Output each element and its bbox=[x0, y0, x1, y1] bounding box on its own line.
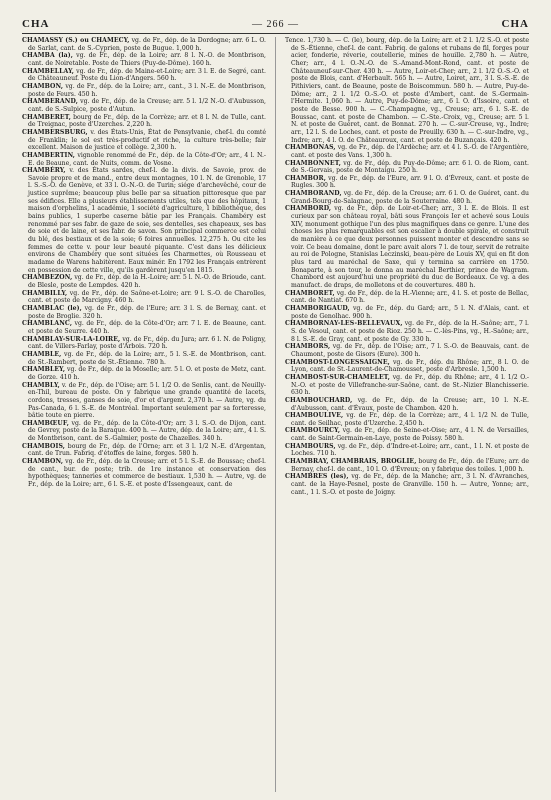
entry-text: vg. de Fr., dép. de la Creuse; arr., 10 l. N.-E. d'Aubusson, cant. d'Évaux, poste de Chambon. 420 h. bbox=[291, 396, 529, 412]
entry-headword: CHAMBORNAY-LES-BELLEVAUX, bbox=[285, 320, 403, 328]
entry-text: vg. de Fr., dép. de la H.-Loire; arr. 5 l. N.-O. de Brioude, cant. de Blesle, poste de Lempdes. 420 h. bbox=[28, 274, 266, 289]
dictionary-entry bbox=[285, 290, 529, 305]
entry-headword: CHAMBA (la), bbox=[22, 52, 73, 60]
dictionary-entry bbox=[285, 205, 529, 289]
entry-text: v. des États sardes, chef-l. de la divis. de Savoie, prov. de Savoie propre et de mand., entre deux montagnes, 10 l. N. de Grenoble, 17 l. S.-S.-O. de Genève, et 33 l. O.-N.-O. de Turin; siége d'archevêché, cour de justice suprême; beaucoup plus belle par sa situation pittoresque que par ses édifices. Elle a plusieurs établissements utiles, tels que des hôpitaux, 1 maison d'orphelins, 1 académie, 1 société d'agriculture, 1 bibliothèque, des bains publics, 1 superbe caserne bâtie par les Français. Chambéry est renommé par ses fabr. de gaze de soie, ses dentelles, ses chapeaux, ses bas de soie et de laine, et ses fabr. de savon. Son principal commerce est celui du blé, des bestiaux et de la soie; 6 foires annuelles. 12,275 h. Ou cite les femmes de cette v. pour leur beauté piquante. C'est dans les délicieux environs de Chambéry que sont situées les Charmettes, où Rousseau et madame de Warens habitèrent. Eaux minér. En 1792 les Français entrèrent en possession de cette ville, qu'ils gardèrent jusqu'en 1815. bbox=[28, 167, 266, 274]
dictionary-entry bbox=[285, 473, 529, 496]
entry-headword: CHAMBŒUF, bbox=[22, 419, 69, 427]
dictionary-entry bbox=[22, 167, 266, 274]
dictionary-entry bbox=[22, 336, 266, 351]
entry-text: v. de Fr., dép. de l'Oise; arr. 5 l. 1/2 O. de Senlis, cant. de Neuilly-en-Thil, bureau de poste. On y fabrique une grande quantité de lacets, cordons, tresses, ganses de soie, d'or et d'argent. 2,370 h. — Autre, vg. du Pas-Canada, 6 l. S.-E. de Montréal. Important seulement par sa forteresse, bâtie toute en pierre. bbox=[28, 381, 266, 420]
dictionary-entry bbox=[285, 458, 529, 473]
entry-text: vg. de Fr., dép. de la Creuse; arr. 6 l. O. de Guéret, cant. du Grand-Bourg-de-Salagnac, poste de la Souterraine. 480 h. bbox=[291, 190, 529, 205]
entry-headword: CHAMBRAY, CHAMBRAIS, BROGLIE, bbox=[285, 458, 417, 466]
entry-text: vg. de Fr., dép. de l'Eure, arr. 9 l. O. d'Évreux, cant. et poste de Rugles. 300 h. bbox=[291, 174, 529, 190]
dictionary-entry bbox=[285, 144, 529, 159]
entry-headword: CHAMBERTIN, bbox=[22, 151, 76, 159]
header-right-guideword: CHA bbox=[501, 18, 529, 30]
entry-headword: CHAMBOURS, bbox=[285, 442, 336, 450]
entry-text: vg. de Fr., dép. de l'Ardèche; arr. et 4 l. S.-O. de l'Argentière, cant. et poste des Vans. 1,300 h. bbox=[291, 144, 529, 159]
entry-text: vg. de Fr., dép. du Jura; arr. 6 l. N. de Poligny, cant. de Villers-Farlay, poste d'Arbois. 720 h. bbox=[28, 335, 266, 351]
entry-headword: CHAMBORS, bbox=[285, 343, 331, 351]
entry-headword: CHAMBON, bbox=[22, 458, 64, 466]
entry-headword: CHAMBÉRY, bbox=[22, 167, 66, 175]
dictionary-entry bbox=[22, 68, 266, 83]
dictionary-entry bbox=[22, 443, 266, 458]
right-column bbox=[285, 37, 529, 792]
entry-text: vg. de Fr., dép. de la Creuse; arr. 5 l. 1/2 N.-O. d'Aubusson, cant. de S.-Sulpice, poste d'Autun. bbox=[28, 98, 266, 113]
entry-headword: CHAMBORAND, bbox=[285, 190, 342, 198]
entry-text: vg. de Fr., dép. du Puy-de-Dôme; arr. 6 l. O. de Riom, cant. de S.-Gervais, poste de Montaigu. 250 h. bbox=[291, 159, 529, 175]
dictionary-entry bbox=[22, 83, 266, 98]
entry-text: vg. de Fr., dép. de la Moselle; arr. 5 l. O. et poste de Metz, cant. de Gorze. 410 h. bbox=[28, 366, 266, 381]
dictionary-entry bbox=[285, 343, 529, 358]
dictionary-entry bbox=[22, 366, 266, 381]
entry-headword: CHAMBLY, bbox=[22, 381, 60, 389]
running-header bbox=[22, 16, 529, 30]
entry-headword: CHAMBORET, bbox=[285, 289, 335, 297]
entry-headword: CHAMBERSBURG, bbox=[22, 128, 88, 136]
entry-headword: CHAMBERET, bbox=[22, 113, 71, 121]
dictionary-entry bbox=[285, 374, 529, 397]
entry-text: vg. de Fr., dép. du Rhône; arr., 4 l. 1/2 O.-N.-O. et poste de Villefranche-sur-Saône, cant. de St.-Nizier Blanchisserie. 630 h. bbox=[291, 373, 529, 397]
entry-text: vg. de Fr., dép. de Saône-et-Loire; arr. 9 l. S.-O. de Charolles, cant. et poste de Marcigny. 460 h. bbox=[28, 289, 266, 305]
dictionary-entry bbox=[22, 458, 266, 489]
dictionary-entry bbox=[285, 427, 529, 442]
entry-headword: CHAMBONNET, bbox=[285, 159, 341, 167]
entry-headword: CHAMBRES (les), bbox=[285, 473, 349, 481]
dictionary-entry bbox=[22, 351, 266, 366]
dictionary-entry bbox=[22, 129, 266, 152]
entry-headword: CHAMBLEY, bbox=[22, 366, 66, 374]
dictionary-entry bbox=[22, 37, 266, 52]
text-columns bbox=[22, 37, 529, 792]
entry-headword: CHAMBORIGAUD, bbox=[285, 304, 350, 312]
entry-headword: CHAMASSY (S.) ou CHAMECY, bbox=[22, 37, 130, 44]
header-left-guideword: CHA bbox=[22, 18, 50, 30]
dictionary-entry bbox=[22, 274, 266, 289]
dictionary-entry bbox=[285, 359, 529, 374]
dictionary-entry bbox=[285, 397, 529, 412]
dictionary-entry bbox=[22, 52, 266, 67]
entry-text: vg. de Fr., dép. de Maine-et-Loire; arr. 3 l. E. de Segré, cant. de Châteauneuf. Poste du Lion-d'Angers. 560 h. bbox=[28, 67, 266, 83]
entry-headword: CHAMBON, bbox=[22, 82, 64, 90]
dictionary-entry bbox=[22, 152, 266, 167]
entry-text: bourg de Fr., dép. de l'Eure; arr. de Bernay, chef-l. de cant., 10 l. O. d'Évreux; on y fabrique des toiles. 1,000 h. bbox=[291, 458, 529, 473]
entry-headword: CHAMBLE, bbox=[22, 350, 62, 358]
entry-text: vignoble renommé de Fr., dép. de la Côte-d'Or; arr., 4 l. N.-E. de Beaune, cant. de Nuits, comm. de Vosne. bbox=[28, 151, 266, 167]
entry-text: vg. de Fr., dép. de la Dordogne; arr. 6 L. O. de Sarlat, cant. de S.-Cyprien, poste de Bugue. 1,000 h. bbox=[28, 37, 266, 52]
dictionary-entry bbox=[285, 320, 529, 343]
entry-text: vg. de Fr., dép. de la Loire; arr., 5 l. S.-E. de Montbrison, cant. de St.-Rambert, poste de St.-Étienne. 780 h. bbox=[28, 350, 266, 366]
entry-headword: CHAMBILLY, bbox=[22, 289, 68, 297]
entry-headword: CHAMBLANC, bbox=[22, 320, 73, 328]
entry-text: vg. de Fr., dép. de la Loire; arr. 8 l. N.-O. de Montbrison, cant. de Noiretable. Poste de Thiers (Puy-de-Dôme). 160 h. bbox=[28, 52, 266, 67]
entry-headword: CHAMBOURCY, bbox=[285, 427, 341, 435]
entry-text: vg. de Fr., dép. de l'Oise; arr., 7 l. S.-O. de Beauvais, cant. de Chaumont, poste de Gisors (Eure). 300 h. bbox=[291, 343, 529, 358]
dictionary-entry bbox=[22, 320, 266, 335]
entry-headword: CHAMBOUCHARD, bbox=[285, 396, 353, 404]
dictionary-entry bbox=[22, 420, 266, 443]
header-rule bbox=[22, 33, 529, 34]
entry-text: vg. de Fr., dép. de la Corrèze; arr., 4 l. 1/2 N. de Tulle, cant. de Seilhac, poste d'Uzerche. 2,450 h. bbox=[291, 412, 529, 427]
entry-headword: CHAMBOIS, bbox=[22, 442, 66, 450]
entry-text: vg. de Fr., dép. de la H.-Vienne; arr., 4 l. S. et poste de Bellac, cant. de Nantiat. 670 h. bbox=[291, 289, 529, 305]
dictionary-entry bbox=[285, 160, 529, 175]
left-column bbox=[22, 37, 266, 792]
entry-headword: CHAMBOULIVE, bbox=[285, 412, 344, 420]
dictionary-entry bbox=[22, 382, 266, 420]
column-divider bbox=[275, 37, 276, 792]
entry-headword: CHAMBOR, bbox=[285, 174, 326, 182]
entry-headword: CHAMBOST-LONGESSAIGNE, bbox=[285, 358, 390, 366]
entry-text: vg. de Fr., dép. de l'Eure; arr. 3 l. S. de Bernay, cant. et poste de Broglie. 320 h. bbox=[28, 304, 266, 320]
entry-headword: CHAMBORD, bbox=[285, 205, 332, 213]
entry-headword: CHAMBEZON, bbox=[22, 274, 73, 282]
dictionary-entry bbox=[285, 175, 529, 190]
entry-text: vg. de Fr., dép. du Gard; arr., 5 l. N. d'Alais, cant. et poste de Genolhac. 900 h. bbox=[291, 304, 529, 320]
dictionary-entry bbox=[285, 412, 529, 427]
entry-text: bourg de Fr., dép. de l'Orne; arr. et 3 l. 1/2 N.-E. d'Argentan, cant. de Trun. Fabriq. d'étoffes de laine, forges. 580 h. bbox=[28, 442, 266, 458]
entry-text: vg. de Fr., dép. de Seine-et-Oise; arr., 4 l. N. de Versailles, cant. de Saint-Germain-en-Laye, poste de Poissy. 580 h. bbox=[291, 427, 529, 443]
entry-headword: CHAMBELLAY, bbox=[22, 67, 75, 75]
dictionary-entry bbox=[285, 190, 529, 205]
entry-headword: CHAMBLAY-SUR-LA-LOIRE, bbox=[22, 335, 121, 343]
dictionary-entry bbox=[22, 114, 266, 129]
dictionary-entry bbox=[22, 98, 266, 113]
entry-text: vg. de Fr., dép. de Loir-et-Cher; arr., 3 l. E. de Blois. Il est curieux par son château royal, bâti sous François Ier et achevé sous Louis XIV, monument gothique l'un des plus magnifiques dans ce genre. L'une des choses les plus remarquables est son escalier à double spirale, et construit de manière à ce que deux personnes puissent monter et descendre sans se voir. Ce beau domaine, dont le parc avait alors 7 l. de tour, servit de retraite au roi de Pologne, Stanislas Leczinski, beau-père de Louis XV, qui en fit don plus tard au maréchal de Saxe, qui y termina sa carrière en 1750. Bonaparte, à son tour, le donna au maréchal Berthier, prince de Wagram. Chambord est aujourd'hui une propriété du duc de Bordeaux. Ce vg. a des manufact. de draps, de molletons et de couvertures. 480 h. bbox=[291, 205, 529, 289]
entry-headword: CHAMBERAND, bbox=[22, 98, 78, 106]
page-number: — 266 — bbox=[252, 19, 299, 30]
entry-headword: CHAMBLAC (le), bbox=[22, 304, 82, 312]
entry-text: vg. de Fr., dép. de la Loire; arr., cant., 3 l. N.-E. de Montbrison, poste de Feurs. 450 h. bbox=[28, 82, 266, 98]
entry-text: Tence. 1,730 h. — C. (le), bourg, dép. de la Loire; arr. et 2 l. 1/2 S.-O. et poste de S.-Étienne, chef-l. de cant. Fabriq. de galons et rubans de fil, forges pour acier, fonderie, réverie, coutellerie, mines de houille. 2,780 h. — Autre, Cher; arr., 4 l. O.-N.-O. de S.-Amand-Mont-Rond, cant. et poste de Châteauneuf-sur-Cher. 430 h. — Autre, Loir-et-Cher; arr., 2 l. 1/2 O.-S.-O. et poste de Blois, cant. d'Herbault. 565 h. — Autre, Loiret, arr., 3 l. S.-S.-E. de Pithiviers, cant. de Beaune, poste de Boiscommun. 580 h. — Autre, Puy-de-Dôme; arr., 2 l. 1/2 O.-S.-O. et poste d'Ambert, cant. de S.-Germain-l'Hermite. 1,060 h. — Autre, Puy-de-Dôme; arr., 6 l. O. d'Issoire, cant. et poste de Besse. 900 h. — C.-Champagne, vg., Creuse; arr., 6 l. S.-E. de Boussac, cant. et poste de Chambon. — C.-Ste.-Croix, vg., Creuse; arr. 5 l. N. et poste de Guéret, cant. de Bonnat. 270 h. — C.-sur-Creuse, vg., Indre; arr., 12 l. S. de Loches, cant. et poste de Preuilly. 630 h. — C.-sur-Indre, vg., Indre; arr., 4 l. O. de Châteauroux, cant. et poste de Buzançais. 420 h. bbox=[285, 37, 529, 144]
entry-text: vg. de Fr., dép. de la Côte-d'Or; arr. 3 l. S.-O. de Dijon, cant. de Gevrey, poste de la Baraque. 400 h. — Autre, dép. de la Loire; arr., 4 l. S. de Montbrison, cant. de S.-Galmier, poste de Chazelles. 340 h. bbox=[28, 419, 266, 443]
entry-text: vg. de Fr., dép. de la H.-Saône; arr., 7 l. S. de Vesoul, cant. et poste de Rioz. 250 h. — C.-lès-Pins, vg., H.-Saône; arr., 8 l. S.-E. de Gray, cant. et poste de Gy. 330 h. bbox=[291, 320, 529, 343]
entry-headword: CHAMBOST-SUR-CHAMELET, bbox=[285, 373, 391, 381]
entry-text: v. des États-Unis, État de Pensylvanie, chef-l. du comté de Franklin; le sol est très-productif et riche, la culture très-belle; fair excellent. Maison de justice et collège. 2,300 h. bbox=[28, 128, 266, 152]
entry-text: vg. de Fr., dép. de la Creuse; arr. et 5 l. S.-E. de Boussac; chef-l. de cant., bur. de poste; trib. de 1re instance et conservation des hypothèques; tanneries et commerce de bestiaux. 1,530 h. — Autre, vg. de Fr., dép. de la Loire; arr., 6 l. S.-E. et poste d'Issengeaux, cant. de bbox=[28, 458, 266, 489]
entry-text: vg. de Fr., dép. de la Manche; arr., 3 l. N. d'Avranches, cant. de la Haye-Pesnel, poste de Granville. 150 h. — Autre, Yonne; arr., cant., 1 l. S.-O. et poste de Joigny. bbox=[291, 473, 529, 496]
dictionary-entry bbox=[22, 290, 266, 305]
entry-text: vg. de Fr., dép. de la Côte-d'Or; arr. 7 l. E. de Beaune, cant. et poste de Seurre. 440 h. bbox=[28, 320, 266, 335]
dictionary-entry bbox=[285, 443, 529, 458]
entry-headword: CHAMBONAS, bbox=[285, 144, 336, 152]
entry-text: bourg de Fr., dép. de la Corrèze; arr. et 8 l. N. de Tulle, cant. de Treignac, poste d'Uzerches. 2,220 h. bbox=[28, 113, 266, 129]
entry-text: vg. de Fr., dép. d'Indre-et-Loire; arr., cant., 1 l. N. et poste de Loches. 710 h. bbox=[291, 442, 529, 458]
dictionary-entry bbox=[285, 305, 529, 320]
dictionary-entry bbox=[22, 305, 266, 320]
entry-text: vg. de Fr., dép. du Rhône; arr., 8 l. O. de Lyon, cant. de St.-Laurent-de-Chamousset, poste d'Arbresle. 1,500 h. bbox=[291, 358, 529, 374]
dictionary-entry bbox=[285, 37, 529, 144]
